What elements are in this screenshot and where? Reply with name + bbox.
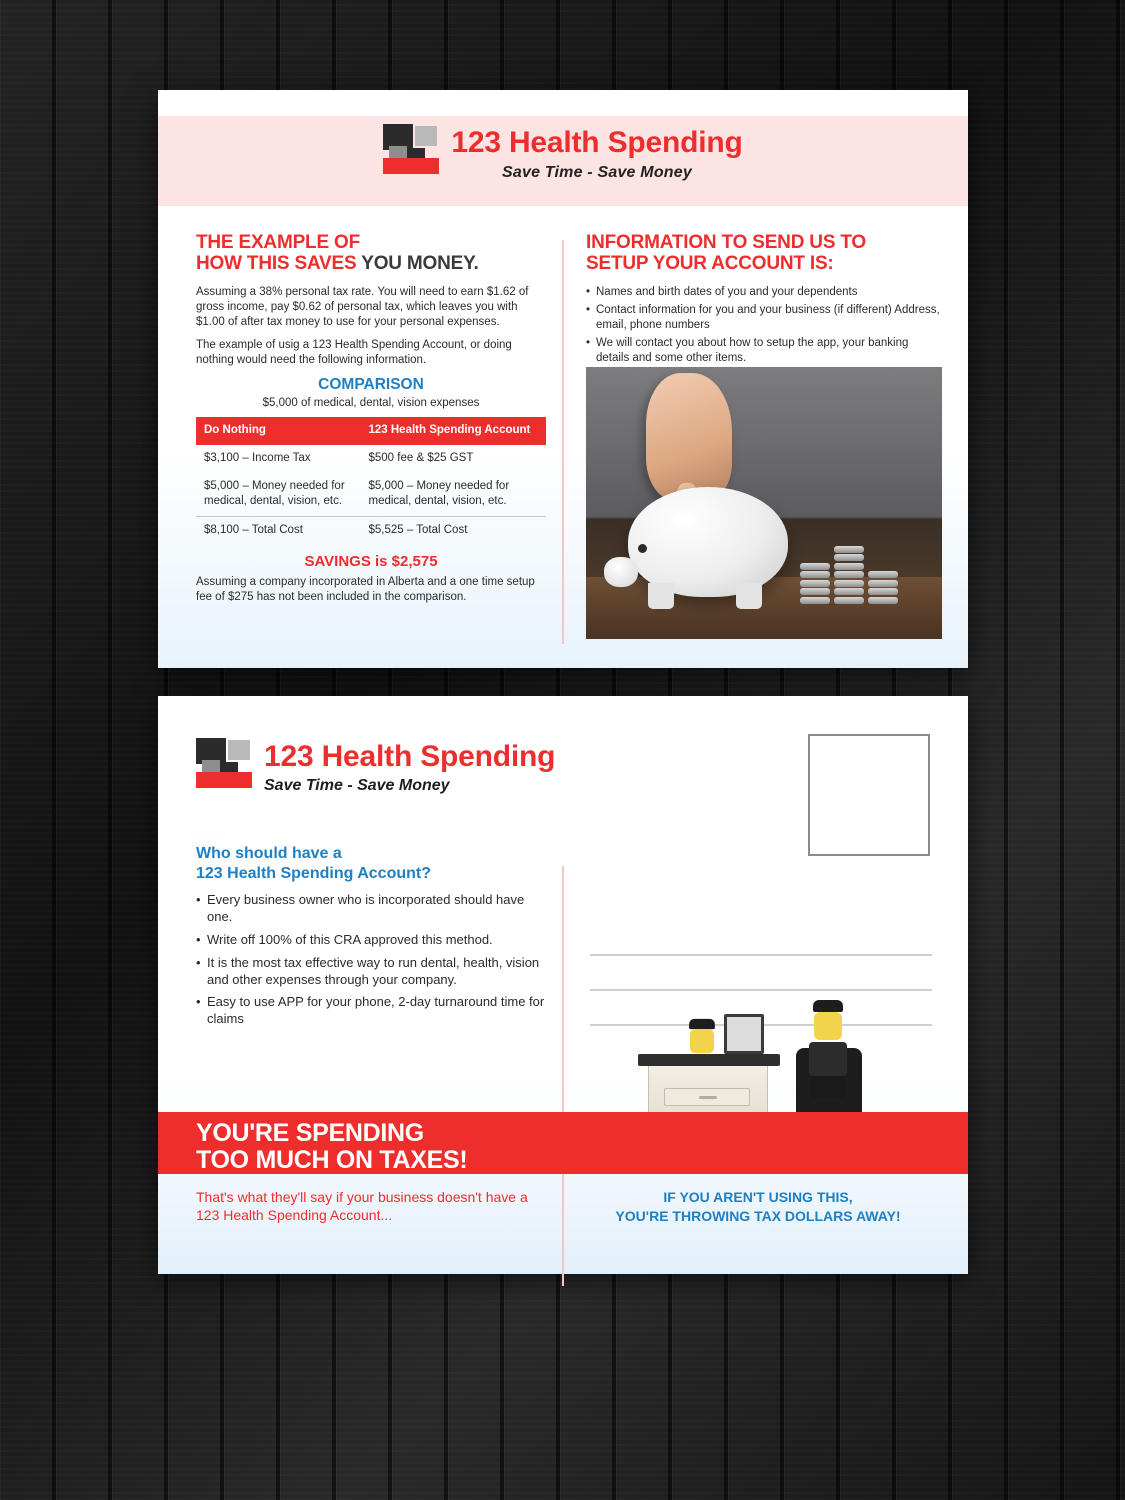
brand-header: [158, 124, 968, 182]
back-left-column: [196, 844, 548, 1034]
brand-title: 123 Health Spending: [451, 126, 743, 159]
postcard-back: [158, 696, 968, 1274]
footer-right-line-2: YOU'RE THROWING TAX DOLLARS AWAY!: [615, 1207, 901, 1224]
list-item: • Names and birth dates of you and your dependents: [586, 285, 942, 300]
front-left-footnote: Assuming a company incorporated in Alberta and a one time setup fee of $275 has not been included in the comparison.: [196, 576, 535, 604]
logo-icon: [196, 738, 252, 788]
footer-divider: [562, 1182, 564, 1238]
brand-title: 123 Health Spending: [264, 740, 556, 773]
front-left-heading-line2: HOW THIS SAVES: [196, 253, 357, 275]
lego-figure-right: [806, 1000, 850, 1098]
back-heading: [196, 844, 548, 884]
list-item: • Write off 100% of this CRA approved this method.: [196, 932, 548, 949]
front-left-para-2: The example of usig a 123 Health Spending Account, or doing nothing would need the following information.: [196, 339, 512, 367]
cell-hsa-2: $5,000 – Money needed for medical, dental, vision, etc.: [368, 479, 510, 508]
list-item: • Contact information for you and your business (if different) Address, email, phone numbers: [586, 303, 942, 333]
front-left-heading: [196, 232, 546, 275]
cell-do-nothing-1: $3,100 – Income Tax: [204, 452, 311, 465]
cell-total-do-nothing: $8,100 – Total Cost: [196, 516, 361, 544]
savings-callout: SAVINGS is $2,575: [304, 553, 438, 571]
list-item: • We will contact you about how to setup the app, your banking details and some other items.: [586, 336, 942, 366]
lego-monitor: [724, 1014, 764, 1054]
table-row: [196, 473, 546, 517]
vertical-divider: [562, 240, 564, 644]
brand-tagline: Save Time - Save Money: [502, 164, 692, 181]
comparison-title: COMPARISON: [318, 376, 424, 394]
comparison-subtitle: $5,000 of medical, dental, vision expenses: [262, 397, 480, 410]
cell-hsa-1: $500 fee & $25 GST: [368, 452, 474, 465]
back-heading-line2: 123 Health Spending Account?: [196, 865, 431, 882]
front-left-column: [196, 232, 546, 614]
front-right-heading-line1: INFORMATION TO SEND US TO: [586, 232, 867, 253]
address-line-2: [590, 989, 932, 991]
front-left-para-1: Assuming a 38% personal tax rate. You will need to earn $1.62 of gross income, pay $0.62 of personal tax, which leaves you with $1.00 of after tax money to use for your personal expenses.: [196, 285, 529, 328]
footer-right-line-1: IF YOU AREN'T USING THIS,: [663, 1189, 853, 1205]
front-right-column: [586, 232, 942, 388]
list-item: • It is the most tax effective way to run dental, health, vision and other expenses through your company.: [196, 955, 548, 989]
table-header-hsa: 123 Health Spending Account: [361, 417, 547, 445]
table-row: [196, 445, 546, 473]
footer-left-text: That's what they'll say if your business doesn't have a 123 Health Spending Account...: [196, 1189, 528, 1224]
cell-do-nothing-2: $5,000 – Money needed for medical, dental, vision, etc.: [204, 479, 345, 508]
front-right-heading-line2: SETUP YOUR ACCOUNT IS:: [586, 253, 834, 275]
postcard-front: [158, 90, 968, 668]
front-left-heading-line2-dark: YOU MONEY.: [361, 253, 479, 275]
back-heading-line1: Who should have a: [196, 845, 342, 862]
headline-band: [158, 1112, 968, 1174]
piggy-bank-photo: [586, 367, 942, 639]
list-item: • Easy to use APP for your phone, 2-day turnaround time for claims: [196, 994, 548, 1028]
table-row-totals: [196, 516, 546, 544]
front-left-heading-line1: THE EXAMPLE OF: [196, 232, 360, 253]
brand-tagline: Save Time - Save Money: [264, 777, 450, 794]
back-bullet-list: [196, 892, 548, 1028]
hand-icon: [646, 373, 732, 501]
logo-icon: [383, 124, 439, 174]
address-line-1: [590, 954, 932, 956]
table-header-row: [196, 417, 546, 445]
band-line-1: YOU'RE SPENDING: [196, 1119, 424, 1147]
comparison-table: [196, 417, 546, 544]
cell-total-hsa: $5,525 – Total Cost: [361, 516, 547, 544]
table-header-do-nothing: Do Nothing: [196, 417, 361, 445]
list-item: • Every business owner who is incorporated should have one.: [196, 892, 548, 926]
footer-right-text: [582, 1188, 934, 1226]
brand-header-back: [196, 738, 555, 795]
front-right-heading: [586, 232, 942, 275]
band-line-2: TOO MUCH ON TAXES!: [196, 1146, 468, 1174]
stamp-placeholder: [808, 734, 930, 856]
